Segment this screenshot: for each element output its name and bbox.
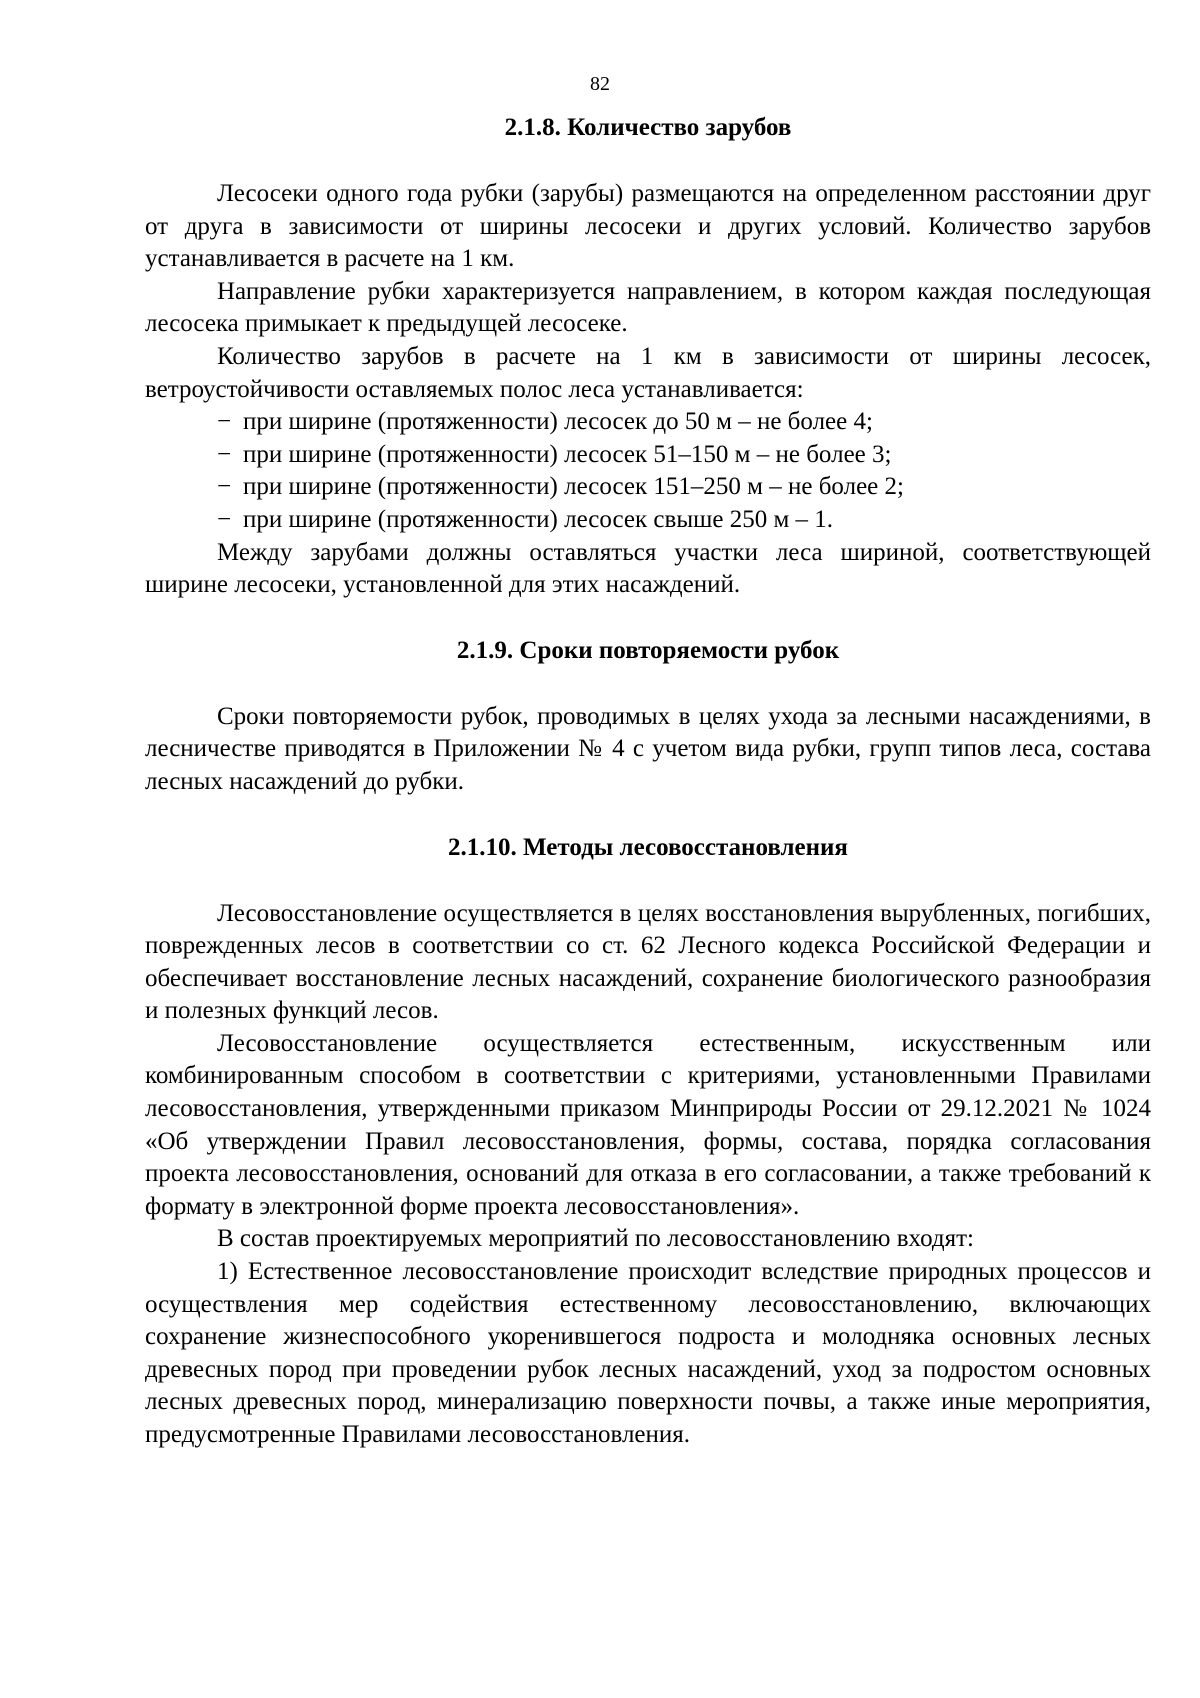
section-heading-2-1-10: 2.1.10. Методы лесовосстановления <box>448 833 848 861</box>
section-heading-2-1-8: 2.1.8. Количество зарубов <box>504 114 792 141</box>
spacer <box>145 144 1151 178</box>
list-item-text: при ширине (протяженности) лесосек 51–150 м – не более 3; <box>243 440 892 468</box>
section-heading-2-1-9: 2.1.9. Сроки повторяемости рубок <box>456 636 840 664</box>
list-item-text: при ширине (протяженности) лесосек свыше 250 м – 1. <box>243 505 834 533</box>
spacer <box>145 864 1151 898</box>
list-item-text: при ширине (протяженности) лесосек до 50 м – не более 4; <box>243 408 873 436</box>
paragraph: Направление рубки характеризуется направлением, в котором каждая последующая лесосека примыкает к предыдущей лесосеке. <box>145 277 1151 338</box>
list-item <box>145 406 1151 439</box>
list-item <box>145 439 1151 472</box>
list-marker: − <box>217 473 232 501</box>
list-item <box>145 471 1151 504</box>
list-item <box>145 504 1151 537</box>
paragraph: Лесосеки одного года рубки (зарубы) размещаются на определенном расстоянии друг от друга в зависимости от ширины лесосеки и других условий. Количество зарубов устанавливается в расчете на 1 км. <box>145 180 1151 273</box>
paragraph: Лесовосстановление осуществляется естественным, искусственным или комбинированным способом в соответствии с критериями, установленными Правилами лесовосстановления, утвержденными приказом Минприроды России от 29.12.2021 № 1024 «Об утверждении Правил лесовосстановления, формы, состава, порядка согласования проекта лесовосстановления, оснований для отказа в его согласовании, а также требований к формату в электронной форме проекта лесовосстановления». <box>145 1029 1151 1220</box>
list-marker: − <box>217 408 232 436</box>
list-marker: − <box>217 440 232 468</box>
page-content <box>145 112 1151 1452</box>
paragraph: Лесовосстановление осуществляется в целях восстановления вырубленных, погибших, поврежденных лесов в соответствии со ст. 62 Лесного кодекса Российской Федерации и обеспечивает восстановление лесных насаждений, сохранение биологического разнообразия и полезных функций лесов. <box>145 899 1151 1025</box>
spacer <box>145 799 1151 832</box>
paragraph: В состав проектируемых мероприятий по лесовосстановлению входят: <box>217 1225 974 1253</box>
page-number: 82 <box>590 73 610 95</box>
list-item-text: при ширине (протяженности) лесосек 151–250 м – не более 2; <box>243 473 904 501</box>
paragraph: Количество зарубов в расчете на 1 км в зависимости от ширины лесосек, ветроустойчивости оставляемых полос леса устанавливается: <box>145 342 1151 403</box>
spacer <box>145 602 1151 635</box>
paragraph: Сроки повторяемости рубок, проводимых в целях ухода за лесными насаждениями, в лесничестве приводятся в Приложении № 4 с учетом вида рубки, групп типов леса, состава лесных насаждений до рубки. <box>145 702 1151 795</box>
spacer <box>145 667 1151 701</box>
paragraph: 1) Естественное лесовосстановление происходит вследствие природных процессов и осуществления мер содействия естественному лесовосстановлению, включающих сохранение жизнеспособного укоренившегося подроста и молодняка основных лесных древесных пород при проведении рубок лесных насаждений, уход за подростом основных лесных древесных пород, минерализацию поверхности почвы, а также иные мероприятия, предусмотренные Правилами лесовосстановления. <box>145 1258 1151 1448</box>
list-marker: − <box>217 505 232 533</box>
paragraph: Между зарубами должны оставляться участки леса шириной, соответствующей ширине лесосеки, установленной для этих насаждений. <box>145 538 1151 599</box>
